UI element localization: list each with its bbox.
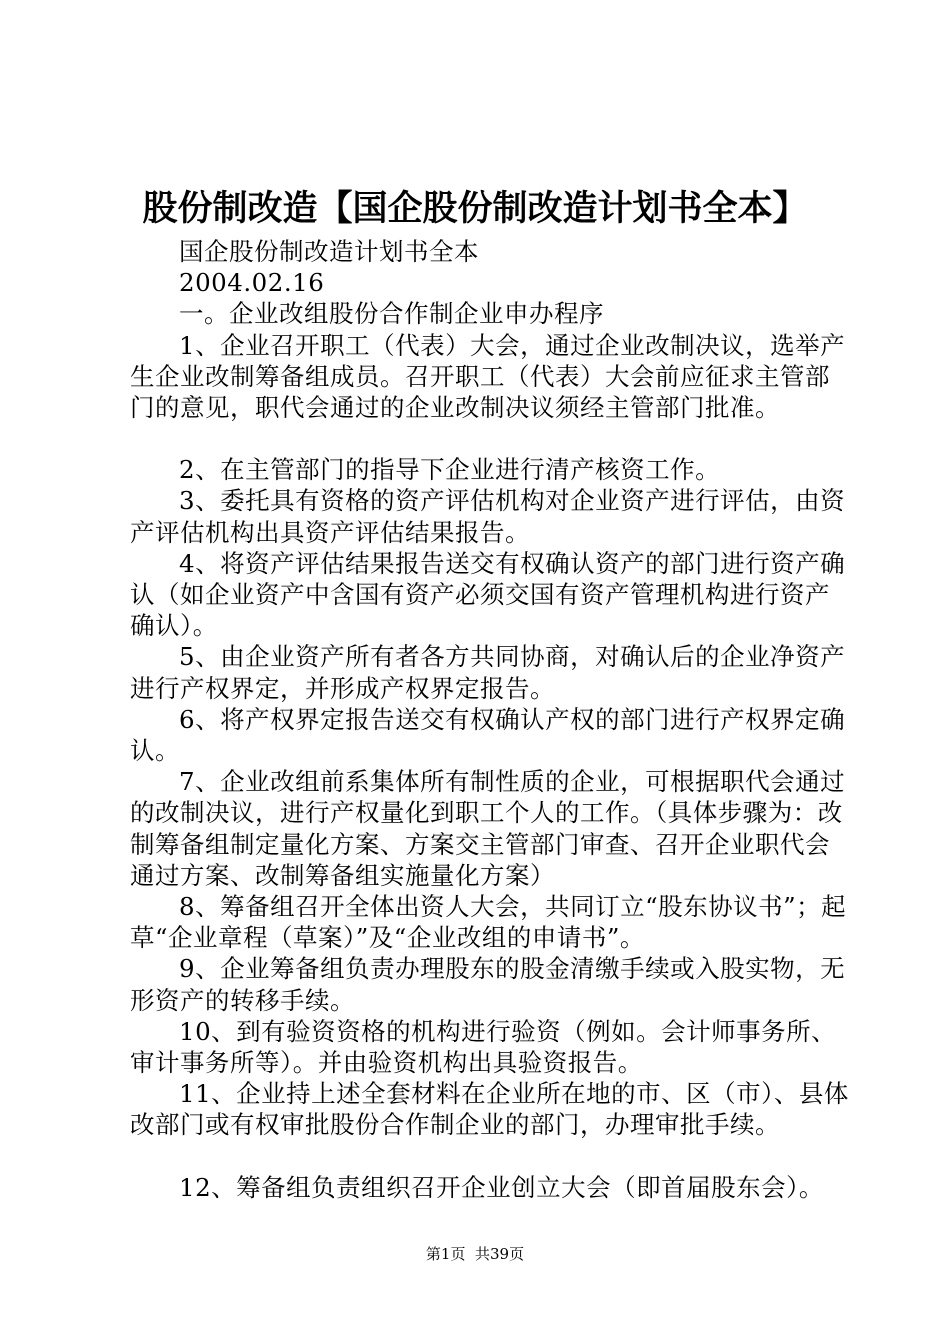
paragraph-step-10: 10、到有验资资格的机构进行验资（例如。会计师事务所、审计事务所等）。并由验资机构出具验资报告。 bbox=[130, 1016, 837, 1078]
document-body bbox=[130, 236, 850, 1203]
paragraph-step-8: 8、筹备组召开全体出资人大会，共同订立“股东协议书”；起草“企业章程（草案）”及“企业改组的申请书”。 bbox=[130, 892, 847, 953]
paragraph-step-7: 7、企业改组前系集体所有制性质的企业，可根据职代会通过的改制决议，进行产权量化到职工个人的工作。（具体步骤为：改制筹备组制定量化方案、方案交主管部门审查、召开企业职代会通过方案、改制筹备组实施量化方案） bbox=[130, 767, 846, 890]
paragraph-step-5: 5、由企业资产所有者各方共同协商，对确认后的企业净资产进行产权界定，并形成产权界定报告。 bbox=[130, 642, 846, 703]
paragraph-step-1: 1、企业召开职工（代表）大会，通过企业改制决议，选举产生企业改制筹备组成员。召开职工（代表）大会前应征求主管部门的意见，职代会通过的企业改制决议须经主管部门批准。 bbox=[130, 330, 846, 423]
paragraph-step-9: 9、企业筹备组负责办理股东的股金清缴手续或入股实物，无形资产的转移手续。 bbox=[130, 954, 846, 1015]
document-date: 2004.02.16 bbox=[179, 268, 325, 298]
paragraph-step-4: 4、将资产评估结果报告送交有权确认资产的部门进行资产确认（如企业资产中含国有资产必须交国有资产管理机构进行资产确认）。 bbox=[130, 548, 846, 641]
page-footer bbox=[0, 1244, 950, 1264]
paragraph-step-3: 3、委托具有资格的资产评估机构对企业资产进行评估，由资产评估机构出具资产评估结果报告。 bbox=[130, 486, 846, 547]
section-heading: 一。企业改组股份合作制企业申办程序 bbox=[179, 299, 604, 329]
paragraph-step-11: 11、企业持上述全套材料在企业所在地的市、区（市）、县体改部门或有权审批股份合作制企业的部门，办理审批手续。 bbox=[130, 1079, 849, 1140]
paragraph-step-2: 2、在主管部门的指导下企业进行清产核资工作。 bbox=[179, 455, 721, 485]
document-title: 股份制改造【国企股份制改造计划书全本】 bbox=[142, 188, 808, 229]
paragraph-step-12: 12、筹备组负责组织召开企业创立大会（即首届股东会）。 bbox=[179, 1172, 824, 1202]
page-number: 第1页 共39页 bbox=[425, 1245, 525, 1263]
document-subtitle: 国企股份制改造计划书全本 bbox=[179, 237, 479, 266]
paragraph-step-6: 6、将产权界定报告送交有权确认产权的部门进行产权界定确认。 bbox=[130, 704, 846, 766]
